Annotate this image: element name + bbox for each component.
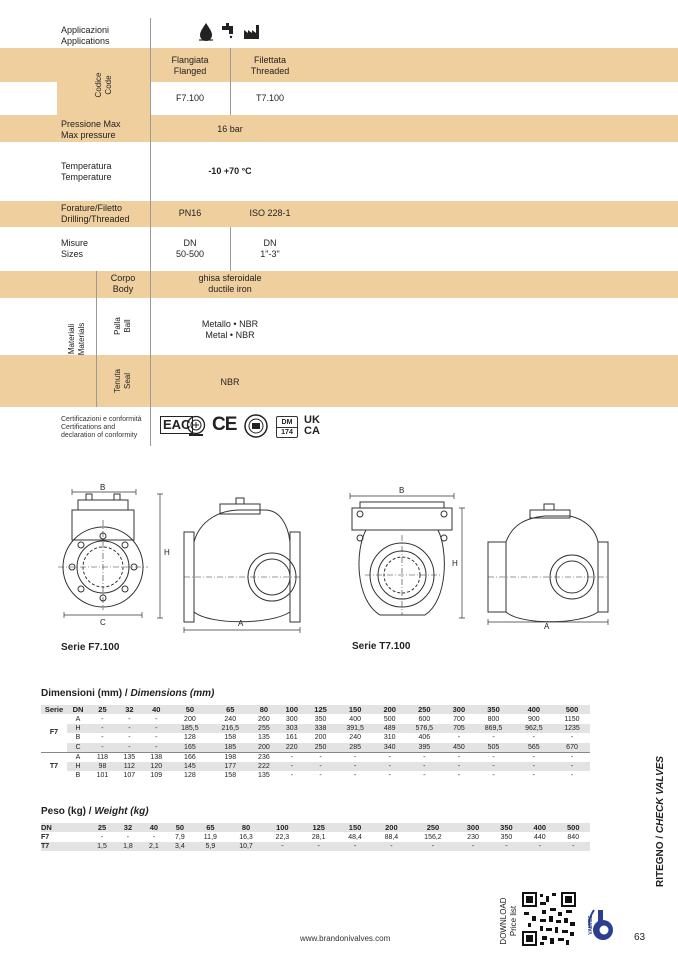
table-cell: - bbox=[404, 752, 444, 762]
t7-front-view bbox=[350, 493, 465, 618]
ball-label: Palla Ball bbox=[113, 317, 132, 335]
table-cell: 300 bbox=[285, 715, 298, 723]
table-row bbox=[41, 714, 590, 723]
table-cell: 118 bbox=[89, 752, 116, 762]
dimension-key: C bbox=[75, 743, 81, 751]
table-row bbox=[41, 771, 590, 780]
tap-icon bbox=[222, 23, 233, 38]
series-f7-caption: Serie F7.100 bbox=[61, 642, 120, 653]
weight-table bbox=[41, 823, 590, 851]
table-cell: 565 bbox=[528, 743, 540, 751]
table-cell: 222 bbox=[258, 762, 270, 770]
table-cell: 135 bbox=[116, 752, 143, 762]
table-cell: 138 bbox=[143, 752, 170, 762]
table-cell: - bbox=[532, 762, 536, 770]
table-cell: - bbox=[388, 772, 391, 780]
sizes-threaded: DN 1"-3" bbox=[260, 238, 280, 259]
table-cell: - bbox=[423, 762, 426, 770]
header-dn-value: 125 bbox=[314, 705, 327, 715]
table-cell: - bbox=[128, 743, 131, 751]
price-list-qr-icon[interactable] bbox=[522, 892, 576, 946]
table-cell: - bbox=[101, 743, 104, 751]
table-cell: 240 bbox=[349, 734, 361, 742]
table-cell: 185,5 bbox=[181, 724, 199, 732]
table-cell: 16,3 bbox=[239, 833, 253, 841]
table-cell: 962,5 bbox=[525, 724, 543, 732]
header-dn-value: 500 bbox=[566, 823, 580, 833]
table-cell: 340 bbox=[383, 743, 396, 751]
table-row bbox=[41, 743, 590, 753]
table-cell: - bbox=[431, 842, 435, 850]
header-dn-value: 40 bbox=[152, 705, 161, 715]
website-url[interactable]: www.brandonivalves.com bbox=[300, 934, 391, 943]
table-cell: - bbox=[319, 762, 322, 770]
factory-icon bbox=[244, 25, 259, 39]
section-side-title: RITEGNO / CHECK VALVES bbox=[655, 756, 666, 887]
header-dn-value: 250 bbox=[426, 823, 440, 833]
header-dn-value: 25 bbox=[98, 705, 107, 715]
header-dn-value: 300 bbox=[452, 705, 466, 715]
table-cell: - bbox=[457, 762, 461, 770]
table-cell: 255 bbox=[258, 724, 270, 732]
dimensions-title: Dimensioni (mm) / Dimensions (mm) bbox=[41, 688, 215, 699]
dimension-key: A bbox=[75, 715, 81, 723]
kiwa-seal-icon bbox=[243, 414, 269, 438]
header-dn-value: 65 bbox=[226, 705, 235, 715]
drilling-threaded: ISO 228-1 bbox=[249, 208, 291, 218]
table-cell: - bbox=[290, 762, 293, 770]
table-cell: - bbox=[445, 752, 474, 762]
table-cell: - bbox=[492, 762, 495, 770]
table-cell: - bbox=[492, 734, 495, 742]
table-cell: - bbox=[423, 772, 426, 780]
header-dn-value: 32 bbox=[123, 823, 133, 833]
table-cell: 120 bbox=[150, 762, 163, 770]
table-cell: - bbox=[514, 752, 554, 762]
temperature-label: Temperatura Temperature bbox=[61, 161, 112, 182]
table-cell: - bbox=[335, 752, 375, 762]
table-cell: 576,5 bbox=[415, 724, 434, 732]
table-cell: - bbox=[317, 842, 320, 850]
table-cell: - bbox=[471, 842, 475, 850]
table-cell: 700 bbox=[453, 715, 465, 723]
table-cell: - bbox=[457, 772, 461, 780]
table-cell: 600 bbox=[418, 715, 431, 723]
weight-series-label: F7 bbox=[41, 833, 50, 841]
wras-seal-icon bbox=[186, 415, 206, 437]
f7-front-view bbox=[58, 489, 163, 618]
table-cell: 3,4 bbox=[175, 842, 185, 850]
table-cell: 101 bbox=[96, 772, 109, 780]
band-seal bbox=[0, 355, 678, 407]
header-dn-value: 100 bbox=[276, 823, 289, 833]
table-cell: 1235 bbox=[564, 724, 580, 732]
table-cell: 166 bbox=[170, 752, 210, 762]
code-threaded: T7.100 bbox=[255, 93, 285, 103]
table-cell: - bbox=[128, 724, 131, 732]
table-cell: - bbox=[128, 715, 131, 723]
table-cell: 406 bbox=[418, 734, 431, 742]
sizes-label: Misure Sizes bbox=[61, 238, 89, 259]
body-value: ghisa sferoidale ductile iron bbox=[198, 273, 262, 294]
header-dn-value: 500 bbox=[565, 705, 579, 715]
table-cell: - bbox=[290, 772, 293, 780]
table-cell: - bbox=[570, 772, 574, 780]
table-cell: 10,7 bbox=[239, 842, 253, 850]
series-t7-caption: Serie T7.100 bbox=[352, 641, 411, 652]
table-cell: 128 bbox=[184, 734, 196, 742]
ball-value: Metallo • NBR Metal • NBR bbox=[201, 319, 259, 340]
table-cell: 198 bbox=[210, 752, 250, 762]
applications-label: Applicazioni Applications bbox=[61, 25, 110, 46]
header-dn-value: 400 bbox=[533, 823, 547, 833]
table-row bbox=[41, 752, 590, 762]
table-cell: 505 bbox=[487, 743, 500, 751]
header-dn-value: 150 bbox=[348, 705, 362, 715]
table-cell: 303 bbox=[285, 724, 298, 732]
seal-value: NBR bbox=[220, 377, 240, 387]
table-cell: 240 bbox=[224, 715, 237, 723]
table-row bbox=[41, 762, 590, 771]
eac-mark-icon: EAC bbox=[160, 416, 193, 434]
header-serie: Serie bbox=[44, 705, 64, 715]
header-dn-value: 32 bbox=[125, 705, 134, 715]
dimensions-table bbox=[41, 705, 590, 780]
table-cell: 200 bbox=[258, 743, 270, 751]
table-cell: 705 bbox=[453, 724, 465, 732]
dimension-key: H bbox=[75, 762, 81, 770]
table-cell: - bbox=[155, 715, 158, 723]
table-cell: - bbox=[101, 715, 104, 723]
table-cell: - bbox=[353, 772, 357, 780]
water-drop-icon bbox=[199, 23, 213, 41]
table-row bbox=[41, 733, 590, 742]
certifications-label: Certificazioni e conformità Certifications and declaration of conformity bbox=[61, 416, 142, 439]
t7-dim-h: H bbox=[452, 559, 458, 568]
header-dn-value: 200 bbox=[385, 823, 398, 833]
table-cell: 177 bbox=[224, 762, 237, 770]
f7-dim-c: C bbox=[100, 618, 106, 627]
weight-title: Peso (kg) / Weight (kg) bbox=[41, 806, 149, 817]
header-dn-value: 250 bbox=[418, 705, 431, 715]
table-cell: 185 bbox=[224, 743, 237, 751]
f7-dim-a: A bbox=[238, 619, 244, 628]
dimension-key: A bbox=[67, 752, 89, 762]
technical-drawings bbox=[50, 480, 610, 655]
table-cell: - bbox=[152, 833, 156, 841]
seal-label: Tenuta Seal bbox=[113, 368, 132, 394]
table-cell: 48,4 bbox=[348, 833, 362, 841]
f7-dim-h: H bbox=[164, 548, 170, 557]
header-dn-value: 100 bbox=[285, 705, 298, 715]
series-label: F7 bbox=[41, 714, 67, 752]
table-cell: - bbox=[353, 762, 357, 770]
f7-side-view bbox=[184, 498, 300, 633]
table-cell: 109 bbox=[150, 772, 163, 780]
table-cell: 135 bbox=[258, 734, 270, 742]
application-icons bbox=[196, 21, 266, 43]
table-cell: 2,1 bbox=[149, 842, 159, 850]
table-cell: - bbox=[570, 762, 574, 770]
table-cell: - bbox=[538, 842, 541, 850]
page-number: 63 bbox=[634, 932, 646, 943]
table-cell: - bbox=[473, 752, 513, 762]
table-cell: 5,9 bbox=[205, 842, 216, 850]
header-dn: DN bbox=[72, 705, 84, 715]
sizes-flanged: DN 50-500 bbox=[175, 238, 205, 259]
table-cell: 350 bbox=[500, 833, 513, 841]
weight-series-label: T7 bbox=[41, 842, 50, 850]
table-cell: 800 bbox=[487, 715, 500, 723]
table-row bbox=[41, 832, 590, 841]
table-cell: 1150 bbox=[564, 715, 580, 723]
header-dn-value: 150 bbox=[348, 823, 362, 833]
t7-dim-a: A bbox=[544, 622, 550, 631]
header-dn-value: 400 bbox=[527, 705, 541, 715]
logo-text: VALVES bbox=[588, 915, 594, 935]
table-cell: 900 bbox=[528, 715, 540, 723]
series-label: T7 bbox=[41, 752, 67, 780]
table-cell: 1,5 bbox=[97, 842, 107, 850]
table-cell: - bbox=[155, 743, 158, 751]
pressure-value: 16 bar bbox=[217, 124, 243, 134]
table-cell: - bbox=[101, 734, 104, 742]
table-cell: 216,5 bbox=[221, 724, 240, 732]
code-label: Codice Code bbox=[94, 72, 113, 98]
table-cell: - bbox=[155, 734, 158, 742]
header-dn-value: 350 bbox=[500, 823, 513, 833]
header-dn-value: 40 bbox=[149, 823, 159, 833]
table-cell: 98 bbox=[98, 762, 107, 770]
table-cell: 400 bbox=[349, 715, 361, 723]
table-cell: - bbox=[532, 734, 536, 742]
table-cell: 88,4 bbox=[384, 833, 399, 841]
header-dn-value: 200 bbox=[383, 705, 396, 715]
table-cell: - bbox=[126, 833, 130, 841]
table-cell: 840 bbox=[567, 833, 580, 841]
table-cell: 338 bbox=[314, 724, 327, 732]
download-label: DOWNLOAD Price list bbox=[499, 897, 518, 945]
dimension-key: B bbox=[75, 772, 81, 780]
table-cell: 489 bbox=[383, 724, 396, 732]
header-dn-value: 350 bbox=[487, 705, 500, 715]
header-dn: DN bbox=[41, 823, 52, 833]
dm174-mark-icon: DM 174 bbox=[276, 416, 298, 438]
ce-mark-icon: CE bbox=[212, 414, 237, 435]
table-cell: 395 bbox=[418, 743, 431, 751]
header-dn-value: 80 bbox=[259, 705, 269, 715]
drilling-flanged: PN16 bbox=[178, 208, 202, 218]
dimension-key: H bbox=[75, 724, 81, 732]
table-cell: - bbox=[375, 752, 404, 762]
table-cell: 158 bbox=[224, 772, 237, 780]
table-cell: - bbox=[277, 752, 306, 762]
table-cell: - bbox=[390, 842, 393, 850]
table-cell: - bbox=[100, 833, 104, 841]
pressure-label: Pressione Max Max pressure bbox=[61, 119, 121, 140]
table-cell: 450 bbox=[453, 743, 465, 751]
table-cell: - bbox=[532, 772, 536, 780]
table-cell: 869,5 bbox=[484, 724, 503, 732]
table-cell: 350 bbox=[314, 715, 327, 723]
table-cell: 500 bbox=[383, 715, 396, 723]
table-cell: 28,1 bbox=[311, 833, 326, 841]
table-cell: - bbox=[572, 842, 575, 850]
t7-side-view bbox=[488, 504, 608, 625]
header-dn-value: 125 bbox=[312, 823, 325, 833]
dimension-key: B bbox=[75, 734, 81, 742]
table-row bbox=[41, 842, 590, 851]
table-cell: - bbox=[570, 734, 574, 742]
table-cell: 165 bbox=[184, 743, 196, 751]
temperature-value: -10 +70 °C bbox=[208, 166, 252, 176]
table-cell: 285 bbox=[349, 743, 361, 751]
table-cell: - bbox=[388, 762, 391, 770]
table-cell: 670 bbox=[566, 743, 578, 751]
table-cell: - bbox=[554, 752, 590, 762]
flanged-header: Flangiata Flanged bbox=[171, 55, 209, 76]
table-cell: - bbox=[492, 772, 495, 780]
table-cell: 135 bbox=[258, 772, 270, 780]
table-cell: 107 bbox=[123, 772, 136, 780]
table-cell: 391,5 bbox=[346, 724, 364, 732]
table-cell: - bbox=[353, 842, 357, 850]
table-cell: 220 bbox=[285, 743, 298, 751]
table-cell: - bbox=[155, 724, 158, 732]
table-cell: - bbox=[101, 724, 104, 732]
header-dn-value: 50 bbox=[185, 705, 195, 715]
spec-divider bbox=[150, 18, 151, 446]
table-cell: - bbox=[128, 734, 131, 742]
table-cell: 200 bbox=[184, 715, 196, 723]
table-cell: - bbox=[457, 734, 461, 742]
table-cell: 112 bbox=[123, 762, 135, 770]
header-dn-value: 300 bbox=[466, 823, 480, 833]
table-cell: 310 bbox=[383, 734, 396, 742]
table-cell: - bbox=[319, 772, 322, 780]
table-cell: 161 bbox=[285, 734, 298, 742]
table-cell: 200 bbox=[314, 734, 327, 742]
table-cell: 22,3 bbox=[275, 833, 290, 841]
table-cell: 230 bbox=[467, 833, 479, 841]
table-cell: 156,2 bbox=[424, 833, 442, 841]
table-cell: - bbox=[281, 842, 284, 850]
dimensions-header-row bbox=[41, 705, 590, 714]
table-cell: 250 bbox=[314, 743, 327, 751]
materials-label: Materiali Materials bbox=[67, 322, 86, 356]
header-dn-value: 80 bbox=[241, 823, 251, 833]
table-cell: - bbox=[306, 752, 335, 762]
ukca-mark-icon: UK CA bbox=[304, 414, 320, 437]
threaded-header: Filettata Threaded bbox=[250, 55, 290, 76]
table-cell: 145 bbox=[184, 762, 196, 770]
drilling-label: Forature/Filetto Drilling/Threaded bbox=[61, 203, 130, 224]
table-cell: 128 bbox=[184, 772, 196, 780]
header-dn-value: 50 bbox=[175, 823, 185, 833]
t7-dim-b: B bbox=[399, 486, 405, 495]
table-cell: 158 bbox=[224, 734, 237, 742]
weight-header-row bbox=[41, 823, 590, 832]
table-cell: 440 bbox=[533, 833, 546, 841]
header-dn-value: 25 bbox=[97, 823, 107, 833]
code-flanged: F7.100 bbox=[175, 93, 205, 103]
table-row bbox=[41, 724, 590, 733]
header-dn-value: 65 bbox=[206, 823, 215, 833]
table-cell: 1,8 bbox=[123, 842, 133, 850]
table-cell: 260 bbox=[258, 715, 270, 723]
table-cell: 236 bbox=[250, 752, 277, 762]
f7-dim-b: B bbox=[100, 483, 106, 492]
body-label: Corpo Body bbox=[110, 273, 136, 294]
table-cell: - bbox=[505, 842, 508, 850]
table-cell: 11,9 bbox=[203, 833, 217, 841]
table-cell: 7,9 bbox=[175, 833, 185, 841]
